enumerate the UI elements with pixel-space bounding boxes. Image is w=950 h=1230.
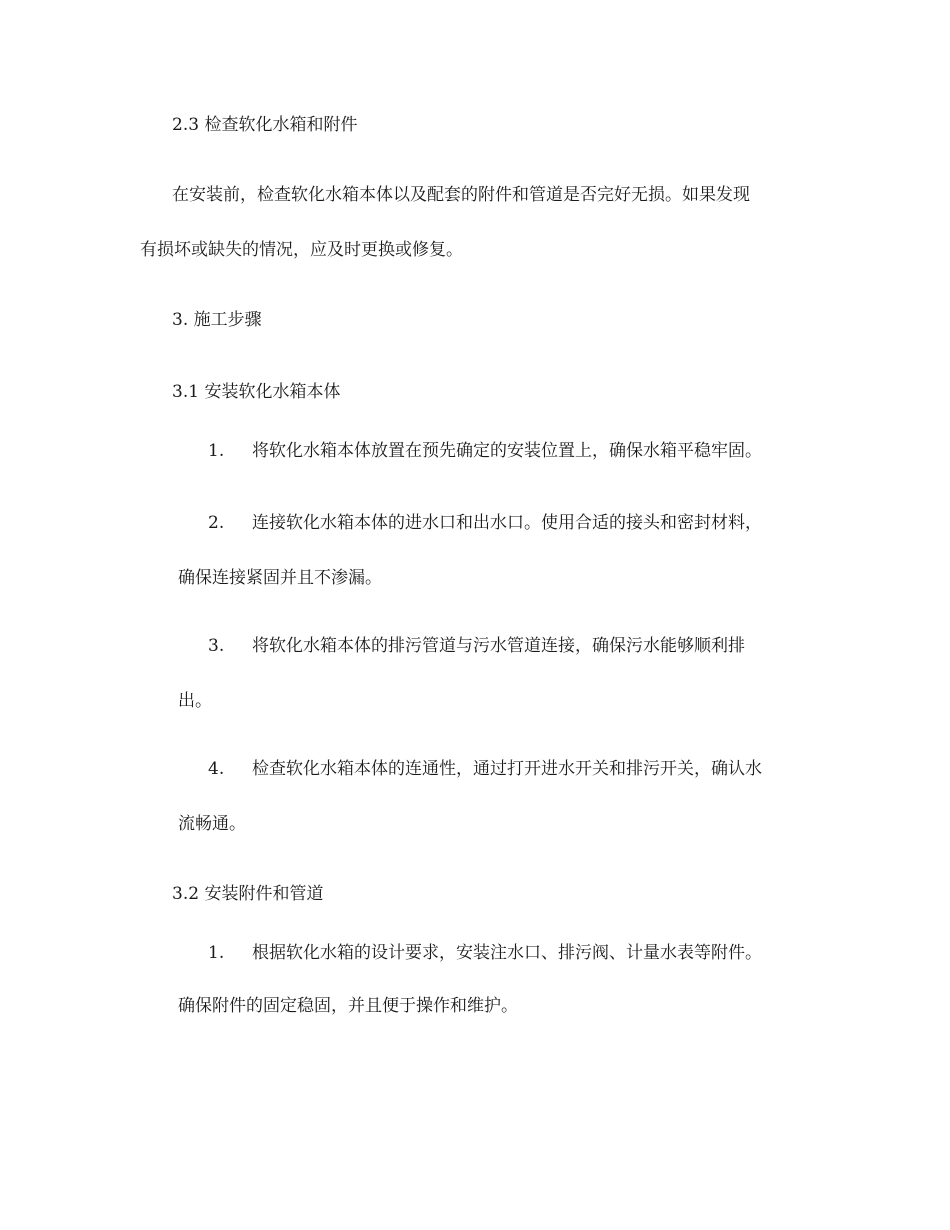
list-item-text-cont: 出。 bbox=[178, 691, 212, 711]
section-heading-3-1: 3.1 安装软化水箱本体 bbox=[172, 382, 341, 402]
list-item-number: 4. bbox=[208, 759, 225, 779]
list-item-number: 1. bbox=[208, 441, 225, 461]
list-item-text: 连接软化水箱本体的进水口和出水口。使用合适的接头和密封材料， bbox=[252, 513, 762, 533]
paragraph-line: 有损坏或缺失的情况，应及时更换或修复。 bbox=[140, 240, 463, 260]
list-item-number: 3. bbox=[208, 636, 225, 656]
list-item-text: 根据软化水箱的设计要求，安装注水口、排污阀、计量水表等附件。 bbox=[252, 943, 762, 963]
section-heading-2-3: 2.3 检查软化水箱和附件 bbox=[172, 115, 358, 135]
section-heading-3: 3. 施工步骤 bbox=[172, 310, 262, 330]
section-heading-3-2: 3.2 安装附件和管道 bbox=[172, 884, 324, 904]
list-item-text-cont: 确保连接紧固并且不渗漏。 bbox=[178, 568, 382, 588]
list-item-text-cont: 流畅通。 bbox=[178, 814, 246, 834]
list-item-text: 检查软化水箱本体的连通性，通过打开进水开关和排污开关，确认水 bbox=[252, 759, 762, 779]
list-item-text: 将软化水箱本体放置在预先确定的安装位置上，确保水箱平稳牢固。 bbox=[252, 441, 762, 461]
list-item-text-cont: 确保附件的固定稳固，并且便于操作和维护。 bbox=[178, 996, 518, 1016]
list-item-text: 将软化水箱本体的排污管道与污水管道连接，确保污水能够顺利排 bbox=[252, 636, 745, 656]
paragraph-line: 在安装前，检查软化水箱本体以及配套的附件和管道是否完好无损。如果发现 bbox=[172, 185, 750, 205]
list-item-number: 2. bbox=[208, 513, 225, 533]
list-item-number: 1. bbox=[208, 943, 225, 963]
